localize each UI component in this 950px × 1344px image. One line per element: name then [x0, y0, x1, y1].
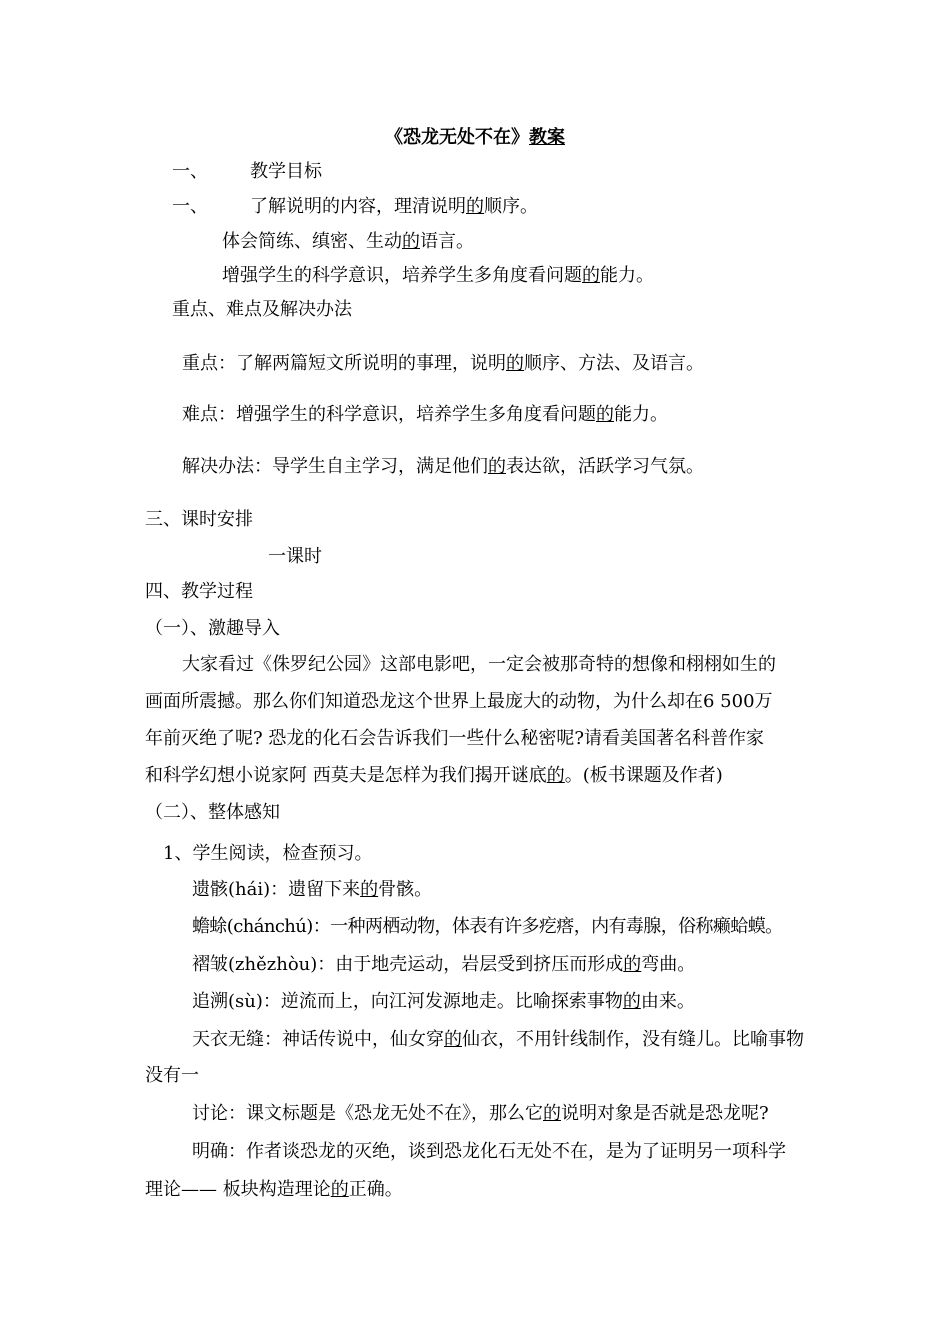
part-2-heading: （二）、整体感知 [145, 802, 280, 823]
vocab-item-5 [192, 1028, 804, 1052]
section-4-heading: 四、教学过程 [145, 581, 253, 602]
difficult-text-end: 能力。 [614, 404, 668, 425]
goal-text: 了解说明的内容，理清说明 [250, 196, 466, 217]
answer-text-end: 正确。 [348, 1179, 403, 1200]
key-text-underlined: 的 [506, 353, 524, 374]
vocab-text-end: 弯曲。 [641, 954, 696, 975]
section-1-heading [172, 160, 322, 184]
difficult-text-underlined: 的 [596, 404, 614, 425]
section-number: 一、 [172, 161, 208, 182]
discussion-text-end: 说明对象是否就是恐龙呢? [561, 1103, 769, 1124]
intro-line-1: 大家看过《侏罗纪公园》这部电影吧，一定会被那奇特的想像和栩栩如生的 [182, 654, 776, 675]
goal-text-end: 顺序。 [484, 196, 538, 217]
document-title [385, 126, 565, 150]
vocab-text-end: 仙衣，不用针线制作，没有缝儿。比喻事物 [462, 1029, 804, 1050]
intro-line-4 [145, 764, 723, 788]
goal-text-underlined: 的 [582, 265, 600, 286]
difficult-point [182, 403, 668, 427]
goal-number: 一、 [172, 196, 208, 217]
answer-text: 理论—— 板块构造理论 [145, 1179, 331, 1200]
solution-text-end: 表达欲，活跃学习气氛。 [506, 456, 704, 477]
difficult-text: 难点：增强学生的科学意识，培养学生多角度看问题 [182, 404, 596, 425]
section-3-heading: 三、课时安排 [145, 509, 253, 530]
key-text-end: 顺序、方法、及语言。 [524, 353, 704, 374]
goal-text-underlined: 的 [402, 231, 420, 252]
solution [182, 455, 704, 479]
key-point [182, 352, 704, 376]
vocab-text: 追溯(sù)：逆流而上，向江河发源地走。比喻探索事物 [192, 991, 623, 1012]
vocab-item-3 [192, 953, 695, 977]
goal-1 [172, 195, 538, 219]
intro-line-2: 画面所震撼。那么你们知道恐龙这个世界上最庞大的动物，为什么却在6 500万 [145, 691, 773, 712]
intro-text: 和科学幻想小说家阿 西莫夫是怎样为我们揭开谜底 [145, 765, 547, 786]
discussion-text-underlined: 的 [543, 1103, 561, 1124]
vocab-text: 遗骸(hái)：遗留下来 [192, 879, 361, 900]
intro-text-end: 。(板书课题及作者) [564, 765, 723, 786]
solution-text: 解决办法：导学生自主学习，满足他们 [182, 456, 488, 477]
discussion [192, 1102, 769, 1126]
answer-line-2 [145, 1178, 403, 1202]
title-suffix: 教案 [529, 127, 565, 148]
lesson-count: 一课时 [268, 546, 322, 567]
goal-3 [222, 264, 654, 288]
vocab-text: 褶皱(zhězhòu)：由于地壳运动，岩层受到挤压而形成 [192, 954, 624, 975]
answer-text-underlined: 的 [330, 1179, 349, 1200]
step-1: 1、学生阅读，检查预习。 [163, 843, 373, 864]
discussion-text: 讨论：课文标题是《恐龙无处不在》，那么它 [192, 1103, 543, 1124]
goal-text: 增强学生的科学意识，培养学生多角度看问题 [222, 265, 582, 286]
goal-text-underlined: 的 [466, 196, 484, 217]
goal-text: 体会简练、缜密、生动 [222, 231, 402, 252]
vocab-text: 天衣无缝：神话传说中，仙女穿 [192, 1029, 444, 1050]
section-2-heading: 重点、难点及解决办法 [172, 299, 352, 320]
vocab-text-underlined: 的 [444, 1029, 462, 1050]
intro-text-underlined: 的 [546, 765, 565, 786]
answer-line-1: 明确：作者谈恐龙的灭绝，谈到恐龙化石无处不在，是为了证明另一项科学 [192, 1141, 786, 1162]
goal-text-end: 能力。 [600, 265, 654, 286]
key-text: 重点：了解两篇短文所说明的事理，说明 [182, 353, 506, 374]
vocab-text-end: 骨骸。 [378, 879, 433, 900]
vocab-text-underlined: 的 [360, 879, 379, 900]
vocab-item-5-continued: 没有一 [145, 1065, 199, 1086]
solution-text-underlined: 的 [488, 456, 506, 477]
goal-text-end: 语言。 [420, 231, 474, 252]
vocab-item-1 [192, 878, 432, 902]
goal-2 [222, 230, 474, 254]
vocab-text-underlined: 的 [623, 954, 642, 975]
vocab-item-4 [192, 990, 695, 1014]
vocab-text-end: 由来。 [640, 991, 695, 1012]
intro-line-3: 年前灭绝了呢? 恐龙的化石会告诉我们一些什么秘密呢?请看美国著名科普作家 [145, 728, 765, 749]
part-1-heading: （一）、激趣导入 [145, 618, 280, 639]
vocab-item-2: 蟾蜍(chánchú)：一种两栖动物，体表有许多疙瘩，内有毒腺，俗称癞蛤蟆。 [192, 916, 783, 937]
section-title: 教学目标 [250, 161, 322, 182]
vocab-text-underlined: 的 [622, 991, 641, 1012]
title-main: 《恐龙无处不在》 [385, 127, 529, 148]
